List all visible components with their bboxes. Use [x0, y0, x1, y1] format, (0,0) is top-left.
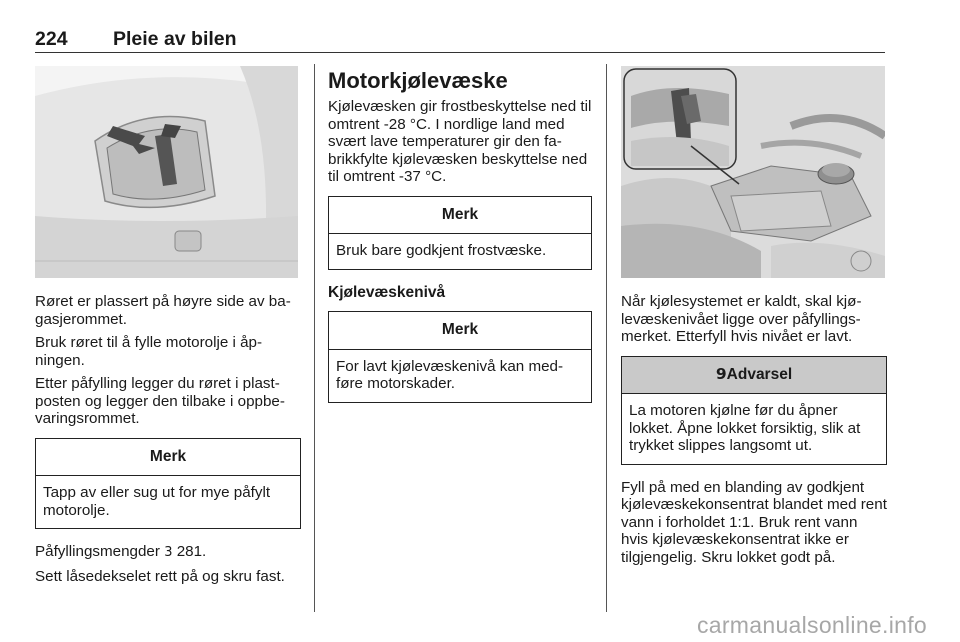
- note-title: Merk: [329, 197, 591, 235]
- warning-icon: 9: [715, 364, 727, 383]
- note-title: Merk: [329, 312, 591, 350]
- paragraph: Røret er plassert på høyre side av ba-gasjerommet.: [35, 293, 291, 328]
- warning-header: [622, 357, 886, 395]
- section-heading: Motorkjølevæske: [328, 68, 508, 93]
- subheading: Kjølevæskenivå: [328, 283, 446, 301]
- page-ref-link[interactable]: 281.: [176, 543, 207, 560]
- paragraph: Bruk røret til å fylle motorolje i åp-ningen.: [35, 334, 263, 369]
- trunk-compartment-illustration: [35, 66, 298, 278]
- engine-bay-illustration: [621, 66, 885, 278]
- right-column: [621, 293, 887, 572]
- note-box: [35, 438, 301, 530]
- note-box: [328, 196, 592, 270]
- section-title: Pleie av bilen: [113, 28, 237, 50]
- header-rule: [35, 52, 885, 53]
- warning-title: Advarsel: [726, 365, 793, 383]
- paragraph: Sett låsedekselet rett på og skru fast.: [35, 567, 285, 585]
- note-text: Tapp av eller sug ut for mye påfylt motorolje.: [43, 484, 271, 519]
- warning-text: La motoren kjølne før du åpner lokket. Åpne lokket forsiktig, slik at trykket slippes langsomt ut.: [629, 402, 861, 454]
- paragraph: Når kjølesystemet er kaldt, skal kjø-levæskenivået ligge over påfyllings-merket. Etterfyll hvis nivået er lavt.: [621, 293, 862, 345]
- page-ref-icon: 3: [164, 545, 173, 560]
- note-box: [328, 311, 592, 403]
- watermark: carmanualsonline.info: [696, 612, 927, 638]
- column-divider-right: [606, 64, 607, 612]
- warning-box: [621, 356, 887, 465]
- note-text: Bruk bare godkjent frostvæske.: [336, 242, 547, 259]
- paragraph: Fyll på med en blanding av godkjent kjølevæskekonsentrat blandet med rent vann i forholdet 1:1. Bruk rent vann hvis kjølevæskekonsentrat ikke er tilgjengelig. Skru lokket godt på.: [621, 478, 887, 566]
- page-number: 224: [35, 28, 68, 50]
- column-divider-left: [314, 64, 315, 612]
- reference-line: Påfyllingsmengder 3 281.: [35, 543, 207, 560]
- page-header: [35, 28, 237, 51]
- left-column: [35, 293, 301, 591]
- paragraph: Etter påfylling legger du røret i plast-posten og legger den tilbake i oppbe-varingsrommet.: [35, 375, 285, 427]
- note-title: Merk: [36, 439, 300, 477]
- middle-column: [328, 68, 592, 417]
- paragraph: Kjølevæsken gir frostbeskyttelse ned til omtrent -28 °C. I nordlige land med svært lave temperaturer gir den fa-brikkfylte kjølevæsken beskyttelse ned til omtrent -37 °C.: [328, 98, 592, 185]
- note-text: For lavt kjølevæskenivå kan med-føre motorskader.: [336, 357, 564, 392]
